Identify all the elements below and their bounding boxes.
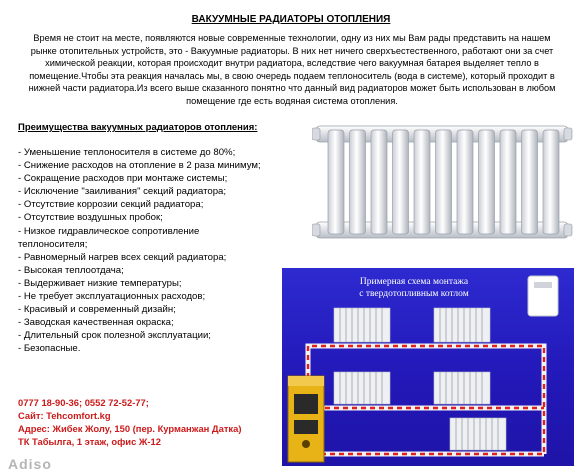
advantage-item: - Не требует эксплуатационных расходов; <box>18 291 206 303</box>
contact-address: Адрес: Жибек Жолу, 150 (пер. Курманжан Датка) <box>18 423 242 434</box>
intro-paragraph: Время не стоит на месте, появляются новые современные технологии, одну из них мы Вам рады представить на нашем рынке отопительных устройств, это - Вакуумные радиаторы. В них нет ничего сверхъестественного, работают они за счет химической реакции, которая происходит внутри радиатора, вследствие чего вакуумная батарея выделяет тепло в помещение.Чтобы эта реакция началась мы, в свою очередь подаем теплоноситель (вода в системе), который проходит в нижней части радиатора.Из всего выше сказанного понятно что данный вид радиаторов может быть использован в любом помещение где есть водяная система отопления. <box>28 33 556 106</box>
scheme-title: Примерная схема монтажа с твердотопливным котлом <box>359 277 469 299</box>
radiator-fin <box>522 130 538 234</box>
scheme-diagram <box>282 268 574 466</box>
advantage-item: - Безопасные. <box>18 343 81 355</box>
advantage-item: - Равномерный нагрев всех секций радиатора; <box>18 251 227 263</box>
installation-scheme-image <box>282 268 574 466</box>
radiator-fin <box>479 130 495 234</box>
radiator-fin <box>457 130 473 234</box>
advantages-list <box>18 146 290 356</box>
contact-site[interactable]: Сайт: Tehcomfort.kg <box>18 410 111 421</box>
radiator-icon <box>312 118 574 250</box>
radiator-fin <box>414 130 430 234</box>
watermark: Adiso <box>8 456 52 472</box>
radiator-image <box>312 118 574 250</box>
advantage-item: - Длительный срок полезной эксплуатации; <box>18 330 211 342</box>
radiator-fin <box>500 130 516 234</box>
advantage-item: - Низкое гидравлическое сопротивление теплоносителя; <box>18 225 200 250</box>
advantage-item: - Снижение расходов на отопление в 2 раза минимум; <box>18 160 261 172</box>
advantage-item: - Отсутствие коррозии секций радиатора; <box>18 199 204 211</box>
contact-address-office: ТК Табылга, 1 этаж, офис Ж-12 <box>18 436 161 447</box>
advantage-item: - Красивый и современный дизайн; <box>18 304 176 316</box>
radiator-fin <box>328 130 344 234</box>
radiator-fin <box>436 130 452 234</box>
contact-block <box>18 396 318 448</box>
advantage-item: - Высокая теплоотдача; <box>18 264 124 276</box>
advantage-item: - Исключение "заиливания" секций радиатора; <box>18 186 227 198</box>
advantage-item: - Выдерживает низкие температуры; <box>18 277 182 289</box>
advantage-item: - Отсутствие воздушных пробок; <box>18 212 163 224</box>
advantage-item: - Уменьшение теплоносителя в системе до 80%; <box>18 147 236 158</box>
advantage-item: - Заводская качественная окраска; <box>18 317 174 329</box>
contact-phones: 0777 18-90-36; 0552 72-52-77; <box>18 397 149 408</box>
radiator-fin <box>393 130 409 234</box>
page-title: ВАКУУМНЫЕ РАДИАТОРЫ ОТОПЛЕНИЯ <box>191 14 391 25</box>
advantage-item: - Сокращение расходов при монтаже системы; <box>18 173 228 185</box>
advantages-heading: Преимущества вакуумных радиаторов отопления: <box>18 122 258 133</box>
radiator-fin <box>543 130 559 234</box>
radiator-fin <box>371 130 387 234</box>
radiator-fin <box>350 130 366 234</box>
